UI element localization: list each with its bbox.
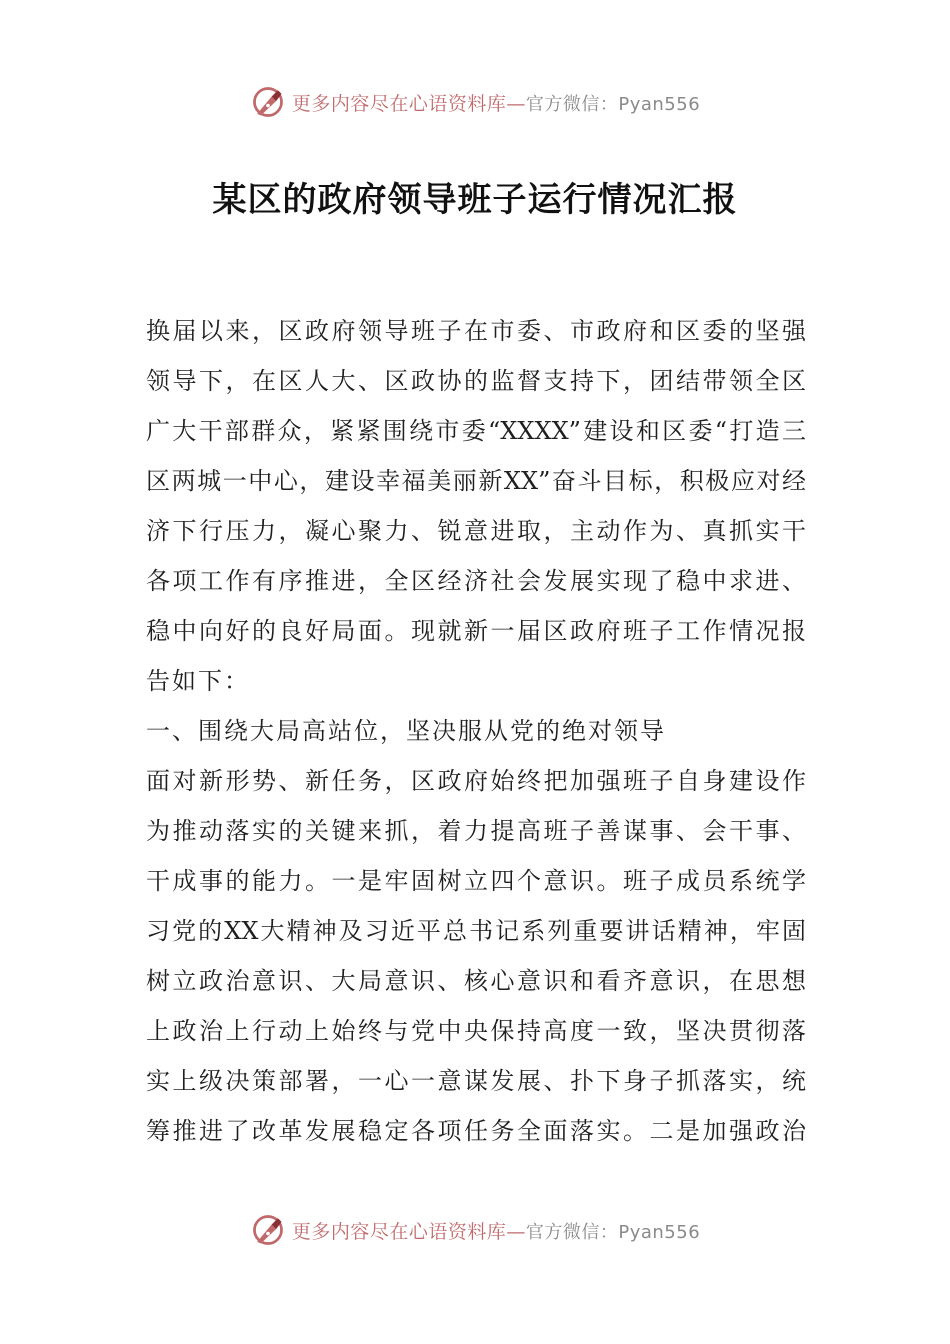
- body-line: 上政治上行动上始终与党中央保持高度一致，坚决贯彻落: [146, 1017, 806, 1045]
- body-line: 济下行压力，凝心聚力、锐意进取，主动作为、真抓实干: [146, 517, 806, 545]
- watermark-site: 更多内容尽在心语资料库—: [291, 92, 526, 115]
- body-line: 筹推进了改革发展稳定各项任务全面落实。二是加强政治: [146, 1117, 806, 1145]
- body-line: 告如下：: [146, 667, 250, 695]
- document-title: 某区的政府领导班子运行情况汇报: [212, 180, 738, 220]
- document-body: [146, 306, 806, 1156]
- body-line: 各项工作有序推进，全区经济社会发展实现了稳中求进、: [146, 567, 806, 595]
- body-line: 为推动落实的关键来抓，着力提高班子善谋事、会干事、: [146, 817, 806, 845]
- body-line: 实上级决策部署，一心一意谋发展、扑下身子抓落实，统: [146, 1067, 806, 1095]
- pen-nib-logo-icon: [250, 84, 286, 120]
- watermark-wechat: 官方微信：Pyan556: [525, 93, 701, 115]
- body-line: 广大干部群众，紧紧围绕市委“XXXX”建设和区委“打造三: [146, 417, 806, 445]
- watermark-site: 更多内容尽在心语资料库—: [291, 1220, 526, 1243]
- body-line: 面对新形势、新任务，区政府始终把加强班子自身建设作: [146, 767, 806, 795]
- body-line: 稳中向好的良好局面。现就新一届区政府班子工作情况报: [146, 617, 806, 645]
- body-line: 习党的XX大精神及习近平总书记系列重要讲话精神，牢固: [146, 917, 806, 945]
- body-line: 换届以来，区政府领导班子在市委、市政府和区委的坚强: [146, 317, 806, 345]
- header-watermark: [0, 84, 950, 120]
- body-line: 树立政治意识、大局意识、核心意识和看齐意识，在思想: [146, 967, 806, 995]
- watermark-text: [292, 89, 700, 116]
- body-line: 干成事的能力。一是牢固树立四个意识。班子成员系统学: [146, 867, 806, 895]
- body-line: 区两城一中心，建设幸福美丽新XX”奋斗目标，积极应对经: [146, 467, 806, 495]
- section-heading: 一、围绕大局高站位，坚决服从党的绝对领导: [146, 717, 666, 745]
- footer-watermark: [0, 1212, 950, 1248]
- body-line: 领导下，在区人大、区政协的监督支持下，团结带领全区: [146, 367, 806, 395]
- pen-nib-logo-icon: [250, 1212, 286, 1248]
- watermark-wechat: 官方微信：Pyan556: [525, 1221, 701, 1243]
- watermark-text: [292, 1217, 700, 1244]
